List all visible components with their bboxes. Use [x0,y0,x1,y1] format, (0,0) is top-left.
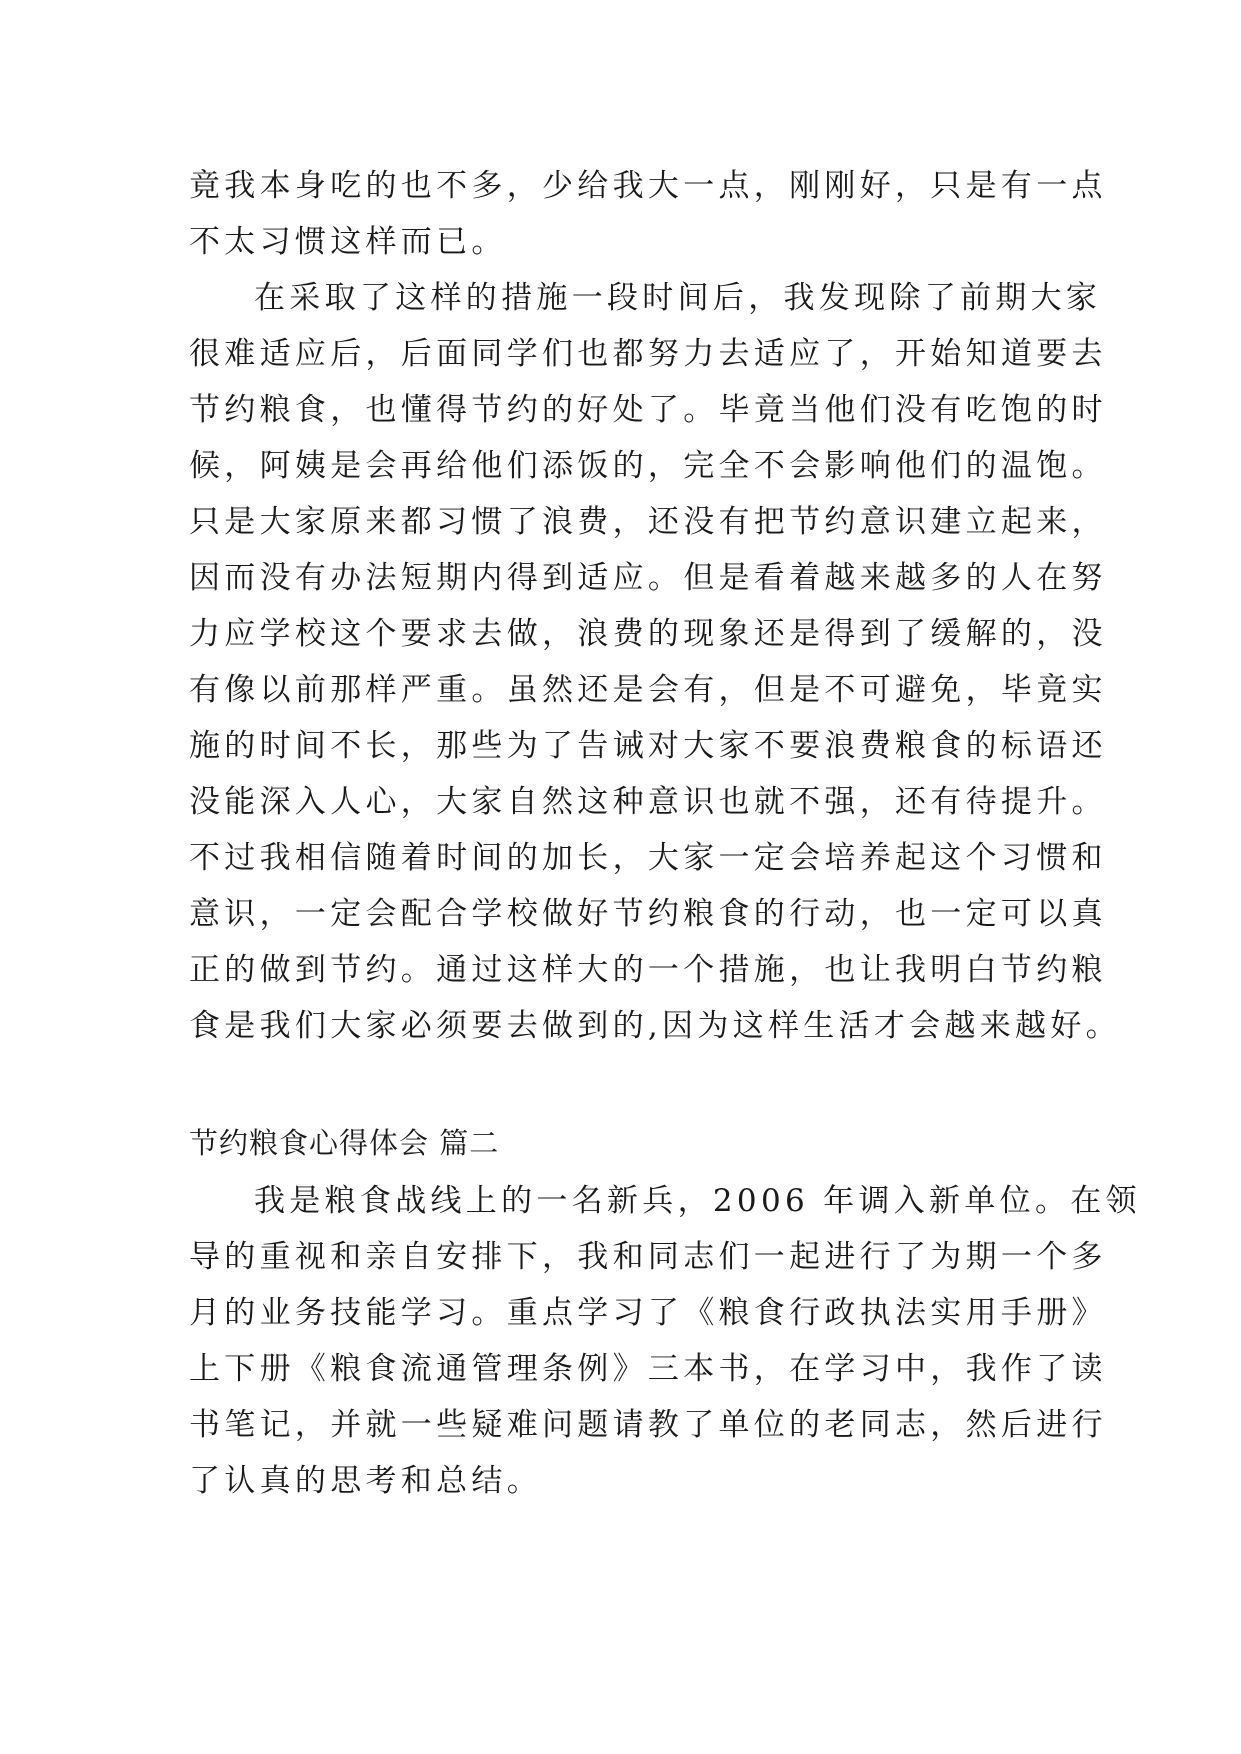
paragraph-line: 不太习惯这样而已。 [189,224,507,260]
paragraph-line: 没能深入人心，大家自然这种意识也就不强，还有待提升。 [189,784,1107,820]
section-heading: 节约粮食心得体会 篇二 [189,1126,500,1160]
paragraph-line: 意识，一定会配合学校做好节约粮食的行动，也一定可以真 [189,896,1107,932]
paragraph-line: 月的业务技能学习。重点学习了《粮食行政执法实用手册》 [189,1295,1107,1331]
paragraph-line: 食是我们大家必须要去做到的,因为这样生活才会越来越好。 [189,1008,1121,1044]
paragraph-line: 节约粮食，也懂得节约的好处了。毕竟当他们没有吃饱的时 [189,392,1107,428]
paragraph-line: 不过我相信随着时间的加长，大家一定会培养起这个习惯和 [189,840,1107,876]
paragraph-line: 在采取了这样的措施一段时间后，我发现除了前期大家 [254,280,1102,316]
paragraph-line: 力应学校这个要求去做，浪费的现象还是得到了缓解的，没 [189,616,1107,652]
paragraph-line: 书笔记，并就一些疑难问题请教了单位的老同志，然后进行 [189,1407,1107,1443]
paragraph-line: 有像以前那样严重。虽然还是会有，但是不可避免，毕竟实 [189,672,1107,708]
paragraph-line: 我是粮食战线上的一名新兵，2006 年调入新单位。在领 [254,1183,1141,1219]
paragraph-line: 正的做到节约。通过这样大的一个措施，也让我明白节约粮 [189,952,1107,988]
paragraph-line: 了认真的思考和总结。 [189,1463,542,1499]
paragraph-line: 因而没有办法短期内得到适应。但是看着越来越多的人在努 [189,560,1107,596]
paragraph-line: 竟我本身吃的也不多，少给我大一点，刚刚好，只是有一点 [189,168,1107,204]
paragraph-line: 施的时间不长，那些为了告诫对大家不要浪费粮食的标语还 [189,728,1107,764]
paragraph-line: 候，阿姨是会再给他们添饭的，完全不会影响他们的温饱。 [189,448,1107,484]
paragraph-line: 只是大家原来都习惯了浪费，还没有把节约意识建立起来， [189,504,1107,540]
paragraph-line: 上下册《粮食流通管理条例》三本书，在学习中，我作了读 [189,1351,1107,1387]
paragraph-line: 导的重视和亲自安排下，我和同志们一起进行了为期一个多 [189,1239,1107,1275]
paragraph-line: 很难适应后，后面同学们也都努力去适应了，开始知道要去 [189,336,1107,372]
